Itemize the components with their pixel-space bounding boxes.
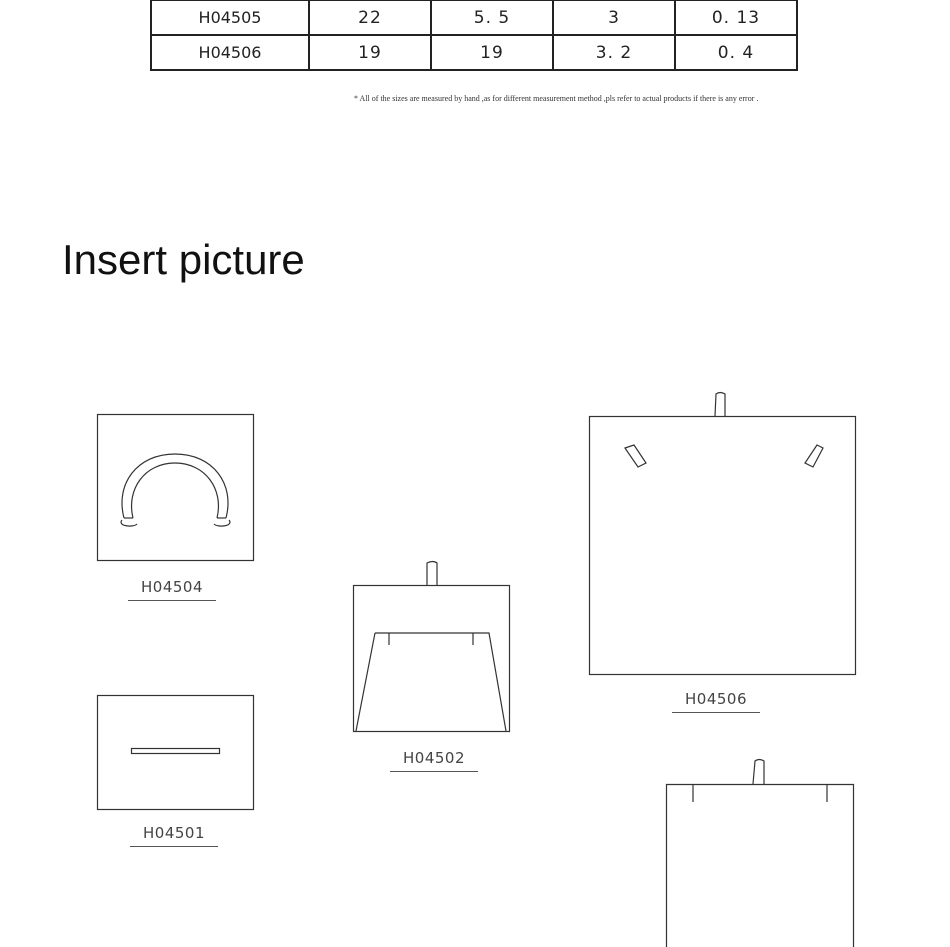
pendant-insert-drawing bbox=[353, 560, 510, 732]
ring-slot-insert-drawing bbox=[97, 695, 254, 810]
measurement-note: * All of the sizes are measured by hand ,as for different measurement method ,pls refer to actual products if there is any error . bbox=[354, 94, 759, 103]
product-code-h04504: H04504 bbox=[122, 578, 222, 601]
table-cell: 19 bbox=[431, 35, 553, 70]
table-cell: 22 bbox=[309, 0, 431, 35]
necklace-insert-drawing bbox=[589, 391, 856, 675]
bangle-insert-drawing bbox=[97, 414, 254, 561]
table-cell: 19 bbox=[309, 35, 431, 70]
table-row bbox=[151, 0, 797, 35]
earring-insert-drawing bbox=[666, 757, 854, 947]
table-cell: 0. 13 bbox=[675, 0, 797, 35]
table-cell: 5. 5 bbox=[431, 0, 553, 35]
table-cell: 3. 2 bbox=[553, 35, 675, 70]
table-cell-code: H04506 bbox=[151, 35, 309, 70]
table-cell-code: H04505 bbox=[151, 0, 309, 35]
size-table bbox=[150, 0, 798, 71]
product-code-h04502: H04502 bbox=[384, 749, 484, 772]
section-heading: Insert picture bbox=[62, 236, 305, 283]
table-cell: 0. 4 bbox=[675, 35, 797, 70]
product-code-h04506: H04506 bbox=[666, 690, 766, 713]
product-code-h04501: H04501 bbox=[124, 824, 224, 847]
table-row bbox=[151, 35, 797, 70]
table-cell: 3 bbox=[553, 0, 675, 35]
